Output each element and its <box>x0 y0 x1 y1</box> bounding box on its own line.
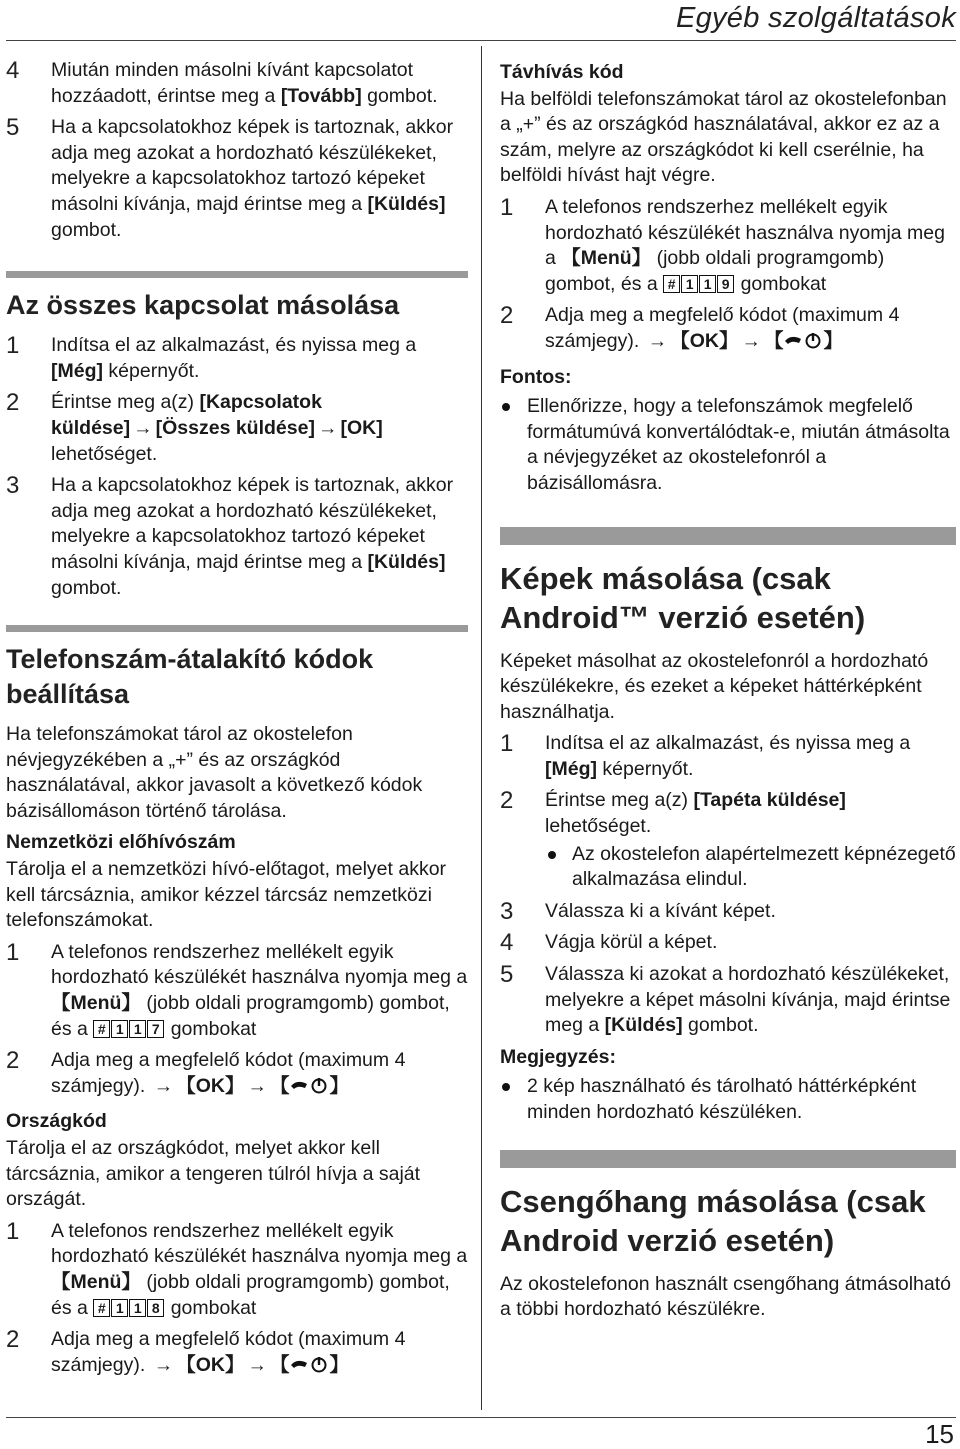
note-bullet: 2 kép használható és tárolható háttérképként minden hordozható készüléken. <box>500 1074 956 1125</box>
bullet-dot-icon <box>502 1083 510 1091</box>
country-code-heading: Országkód <box>6 1110 107 1133</box>
off-power-key-icon <box>289 1355 329 1383</box>
send-button-ref: [Küldés] <box>367 192 446 215</box>
key-9: 9 <box>717 275 734 293</box>
step-number: 2 <box>500 787 514 815</box>
copy-all-step-2: 2 Érintse meg a(z) [Kapcsolatok küldése] → [Összes küldése] → [OK] lehetőséget. <box>6 389 383 465</box>
section-bar <box>6 271 468 278</box>
key-1: 1 <box>111 1020 128 1038</box>
step-number: 2 <box>6 1047 20 1075</box>
remote-step-1: 1 A telefonos rendszerhez mellékelt egyik hordozható készülékét használva nyomja meg a 【Menü】 (jobb oldali programgomb) gombot, és a # 1 1 9 gombokat <box>500 193 945 295</box>
step-number: 5 <box>6 114 20 142</box>
ok-key-ref: 【OK】 <box>670 329 739 352</box>
images-step-2-note: Az okostelefon alapértelmezett képnézegető alkalmazása elindul. <box>545 842 956 893</box>
step-number: 1 <box>500 193 514 221</box>
step-number: 2 <box>500 302 514 330</box>
arrow-right-icon: → <box>317 416 338 439</box>
images-step-3: 3 Válassza ki a kívánt képet. <box>500 897 776 925</box>
off-power-key-icon <box>289 1076 329 1104</box>
copy-all-step-1: 1 Indítsa el az alkalmazást, és nyissa meg a [Még] képernyőt. <box>6 332 417 382</box>
arrow-right-icon: → <box>741 329 761 352</box>
key-1: 1 <box>681 275 698 293</box>
bullet-dot-icon <box>502 403 510 411</box>
left-column <box>6 58 468 1388</box>
images-intro: Képeket másolhat az okostelefonról a hordozható készülékekre, és ezeket a képeket háttérképként használhatja. <box>500 649 929 723</box>
bullet-dot-icon <box>548 851 556 859</box>
right-column <box>500 58 956 1329</box>
menu-key-ref: 【Menü】 <box>51 992 141 1015</box>
images-step-2: 2 Érintse meg a(z) [Tapéta küldése] lehetőséget. Az okostelefon alapértelmezett képnézegető alkalmazása elindul. <box>500 788 956 892</box>
step-number: 1 <box>500 730 514 758</box>
step-number: 3 <box>6 472 20 500</box>
important-label: Fontos: <box>500 365 572 388</box>
header-rule <box>6 40 956 41</box>
arrow-right-icon: → <box>247 1353 267 1376</box>
important-bullet: Ellenőrizze, hogy a telefonszámok megfelelő formátumúvá konvertálódtak-e, miután átmásolta a névjegyzéket az okostelefonról a bázisállomásra. <box>500 394 956 496</box>
intl-step-2: 2 Adja meg a megfelelő kódot (maximum 4 számjegy). → 【OK】 → 【 】 <box>6 1048 468 1103</box>
step-number: 2 <box>6 389 20 417</box>
step-number: 3 <box>500 897 514 925</box>
ringtone-intro: Az okostelefonon használt csengőhang átmásolható a többi hordozható készülékre. <box>500 1272 951 1321</box>
footer-rule <box>6 1417 956 1418</box>
section-title-codes: Telefonszám-átalakító kódok beállítása <box>6 644 374 710</box>
remote-code-heading: Távhívás kód <box>500 61 624 83</box>
step-number: 2 <box>6 1326 20 1354</box>
key-7: 7 <box>147 1020 164 1038</box>
menu-key-ref: 【Menü】 <box>51 1270 141 1293</box>
copy-all-step-3: 3 Ha a kapcsolatokhoz képek is tartoznak, akkor adja meg azokat a hordozható készülékeket, melyekre a kapcsolatokhoz tartozó képeket másolni kívánja, majd érintse meg a [Küldés] gombot. <box>6 472 454 599</box>
key-hash: # <box>93 1020 110 1038</box>
intl-step-1: 1 A telefonos rendszerhez mellékelt egyik hordozható készülékét használva nyomja meg a 【Menü】 (jobb oldali programgomb) gombot, és a # 1 1 7 gombokat <box>6 938 468 1040</box>
key-hash: # <box>663 275 680 293</box>
step-number: 4 <box>6 57 20 84</box>
section-title-ringtone: Csengőhang másolása (csak Android verzió esetén) <box>500 1183 926 1258</box>
section-bar <box>500 1150 956 1168</box>
section-bar <box>500 527 956 545</box>
codes-intro: Ha telefonszámokat tárol az okostelefon névjegyzékében a „+” és az országkód használatával, akkor javasolt a következő kódok bázisállomáson történő tárolása. <box>6 723 423 822</box>
step-number: 4 <box>500 929 514 957</box>
key-1: 1 <box>111 1299 128 1317</box>
country-step-2: 2 Adja meg a megfelelő kódot (maximum 4 számjegy). → 【OK】 → 【 】 <box>6 1327 468 1382</box>
country-code-desc: Tárolja el az országkódot, melyet akkor kell tárcsáznia, amikor a tengeren túlról hívja a saját országát. <box>6 1137 421 1211</box>
step-5-select-handsets: 5 Ha a kapcsolatokhoz képek is tartoznak, akkor adja meg azokat a hordozható készülékeket, melyekre a kapcsolatokhoz tartozó képeket másolni kívánja, majd érintse meg a [Küldés] gombot. <box>6 114 454 241</box>
menu-key-ref: 【Menü】 <box>561 247 652 270</box>
ok-key-ref: 【OK】 <box>176 1074 245 1097</box>
section-title-copy-all: Az összes kapcsolat másolása <box>6 290 400 321</box>
column-divider <box>481 46 482 1410</box>
intl-prefix-heading: Nemzetközi előhívószám <box>6 831 236 854</box>
remote-code-desc: Ha belföldi telefonszámokat tárol az okostelefonban a „+” és az országkód használatával, akkor ez az a szám, melyre az országkódot ki kell cserélnie, ha belföldi hívást hajt végre. <box>500 87 947 187</box>
step-number: 1 <box>6 938 20 966</box>
country-step-1: 1 A telefonos rendszerhez mellékelt egyik hordozható készülékét használva nyomja meg a 【Menü】 (jobb oldali programgomb) gombot, és a # 1 1 8 gombokat <box>6 1217 468 1319</box>
intl-prefix-desc: Tárolja el a nemzetközi hívó-előtagot, melyet akkor kell tárcsáznia, amikor kézzel tárcsáz nemzetközi telefonszámokat. <box>6 858 447 932</box>
arrow-right-icon: → <box>153 1074 174 1097</box>
key-1: 1 <box>129 1020 146 1038</box>
arrow-right-icon: → <box>153 1353 174 1376</box>
arrow-right-icon: → <box>647 329 668 352</box>
key-8: 8 <box>147 1299 164 1317</box>
section-bar <box>6 625 468 632</box>
remote-step-2: 2 Adja meg a megfelelő kódot (maximum 4 számjegy). → 【OK】 → 【 】 <box>500 303 956 358</box>
images-step-4: 4 Vágja körül a képet. <box>500 929 718 957</box>
page-number: 15 <box>925 1419 954 1449</box>
images-step-1: 1 Indítsa el az alkalmazást, és nyissa meg a [Még] képernyőt. <box>500 730 911 780</box>
ok-key-ref: 【OK】 <box>176 1353 245 1376</box>
step-number: 1 <box>6 1217 20 1245</box>
arrow-right-icon: → <box>133 416 153 439</box>
step-number: 5 <box>500 961 514 989</box>
next-button-ref: [Tovább] <box>280 84 362 107</box>
key-1: 1 <box>699 275 716 293</box>
step-4-finish-adding: 4 Miután minden másolni kívánt kapcsolatot hozzáadott, érintse meg a [Tovább] gombot. <box>6 57 438 107</box>
arrow-right-icon: → <box>247 1074 267 1097</box>
section-title-images: Képek másolása (csak Android™ verzió esetén) <box>500 560 866 635</box>
page-header-title: Egyéb szolgáltatások <box>675 2 956 34</box>
key-hash: # <box>93 1299 110 1317</box>
images-step-5: 5 Válassza ki azokat a hordozható készülékeket, melyekre a képet másolni kívánja, majd érintse meg a [Küldés] gombot. <box>500 961 951 1037</box>
note-label: Megjegyzés: <box>500 1045 616 1068</box>
key-1: 1 <box>129 1299 146 1317</box>
off-power-key-icon <box>783 331 823 359</box>
step-number: 1 <box>6 332 20 360</box>
